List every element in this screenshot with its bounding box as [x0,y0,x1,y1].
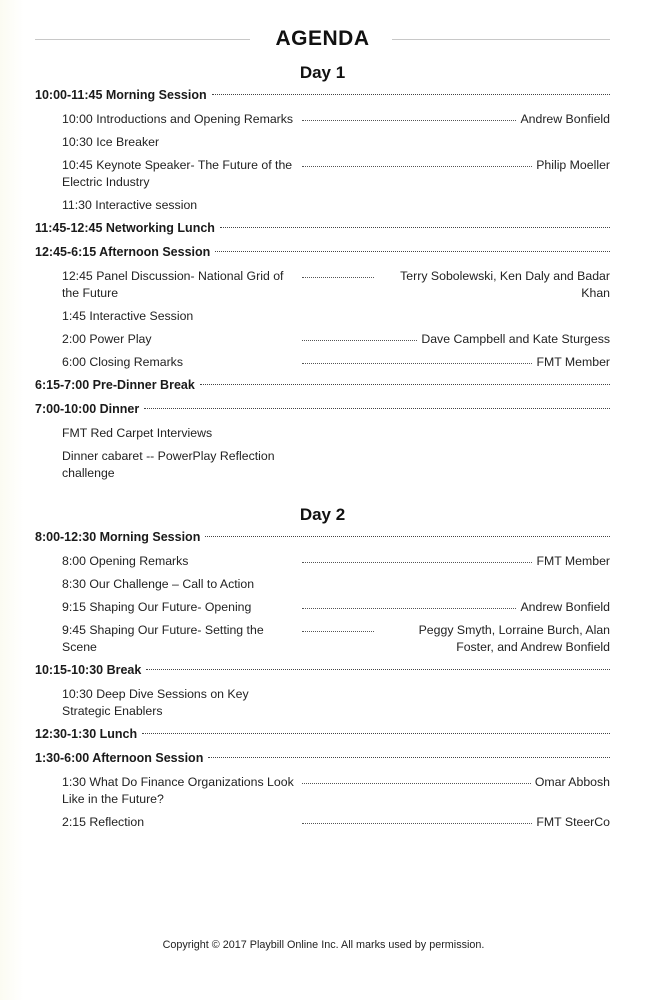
session-row [35,85,610,109]
session-dotted-rule [212,94,610,95]
agenda-item-title: 2:00 Power Play [62,332,152,346]
session-label: 12:45-6:15 Afternoon Session [35,245,211,259]
agenda-item [62,132,610,155]
title-rule-left [35,39,250,40]
agenda-item [62,574,610,597]
agenda-item [62,620,610,660]
agenda-item-title: 8:00 Opening Remarks [62,554,189,568]
session-row [35,218,610,242]
copyright-notice: Copyright © 2017 Playbill Online Inc. All marks used by permission. [162,939,485,951]
agenda-item [62,446,610,486]
session-label: 8:00-12:30 Morning Session [35,530,201,544]
speaker-dotted-leader [302,783,531,784]
speaker-dotted-leader [302,120,516,121]
speaker-name: FMT Member [536,554,610,568]
speaker-dotted-leader [302,277,374,278]
speaker-name: Andrew Bonfield [520,600,610,614]
title-row [35,27,610,51]
session-label: 10:15-10:30 Break [35,663,142,677]
agenda-item [62,423,610,446]
session-dotted-rule [200,384,610,385]
agenda-item [62,195,610,218]
day-heading: Day 1 [299,63,346,82]
agenda-item [62,551,610,574]
agenda-item-title: Dinner cabaret -- PowerPlay Reflection challenge [62,449,275,480]
agenda-item-title: 10:00 Introductions and Opening Remarks [62,112,294,126]
session-row [35,724,610,748]
agenda-body [35,63,610,835]
agenda-item [62,109,610,132]
speaker-name: Omar Abbosh [534,775,610,789]
agenda-item [62,812,610,835]
session-row [35,242,610,266]
session-label: 10:00-11:45 Morning Session [35,88,207,102]
agenda-title: AGENDA [275,27,370,50]
agenda-item [62,684,610,724]
session-dotted-rule [215,251,610,252]
agenda-item-title: 2:15 Reflection [62,815,145,829]
session-dotted-rule [142,733,610,734]
agenda-item-title: FMT Red Carpet Interviews [62,426,213,440]
agenda-item-title: 8:30 Our Challenge – Call to Action [62,577,255,591]
session-label: 11:45-12:45 Networking Lunch [35,221,215,235]
agenda-item [62,352,610,375]
agenda-item-title: 10:30 Deep Dive Sessions on Key Strategic Enablers [62,687,249,718]
agenda-item-title: 1:45 Interactive Session [62,309,194,323]
speaker-dotted-leader [302,340,417,341]
session-row [35,527,610,551]
speaker-name: Terry Sobolewski, Ken Daly and Badar Khan [400,269,610,300]
session-row [35,748,610,772]
session-row [35,375,610,399]
agenda-item [62,266,610,306]
agenda-item-title: 9:15 Shaping Our Future- Opening [62,600,252,614]
session-label: 1:30-6:00 Afternoon Session [35,751,204,765]
agenda-page [35,0,610,835]
session-label: 7:00-10:00 Dinner [35,402,140,416]
title-rule-right [392,39,610,40]
agenda-item [62,306,610,329]
speaker-dotted-leader [302,823,532,824]
session-dotted-rule [205,536,610,537]
speaker-name: Dave Campbell and Kate Sturgess [421,332,610,346]
speaker-dotted-leader [302,363,532,364]
agenda-item-title: 11:30 Interactive session [62,198,198,212]
speaker-dotted-leader [302,631,374,632]
session-row [35,660,610,684]
speaker-name: FMT SteerCo [536,815,610,829]
agenda-item [62,772,610,812]
session-dotted-rule [220,227,610,228]
day-heading: Day 2 [299,505,346,524]
speaker-dotted-leader [302,608,516,609]
agenda-item-title: 10:45 Keynote Speaker- The Future of the Electric Industry [62,158,293,189]
agenda-item-title: 9:45 Shaping Our Future- Setting the Scene [62,623,264,654]
speaker-dotted-leader [302,166,532,167]
agenda-item [62,329,610,352]
agenda-item-title: 10:30 Ice Breaker [62,135,160,149]
session-label: 12:30-1:30 Lunch [35,727,138,741]
speaker-name: FMT Member [536,355,610,369]
speaker-name: Peggy Smyth, Lorraine Burch, Alan Foster, and Andrew Bonfield [418,623,610,654]
agenda-item [62,597,610,620]
speaker-name: Philip Moeller [536,158,610,172]
agenda-item-title: 1:30 What Do Finance Organizations Look Like in the Future? [62,775,294,806]
agenda-item-title: 6:00 Closing Remarks [62,355,183,369]
speaker-dotted-leader [302,562,532,563]
page-edge-shade [0,0,24,1000]
session-dotted-rule [144,408,610,409]
session-label: 6:15-7:00 Pre-Dinner Break [35,378,195,392]
agenda-item [62,155,610,195]
session-row [35,399,610,423]
session-dotted-rule [208,757,610,758]
agenda-item-title: 12:45 Panel Discussion- National Grid of the Future [62,269,284,300]
session-dotted-rule [146,669,610,670]
speaker-name: Andrew Bonfield [520,112,610,126]
